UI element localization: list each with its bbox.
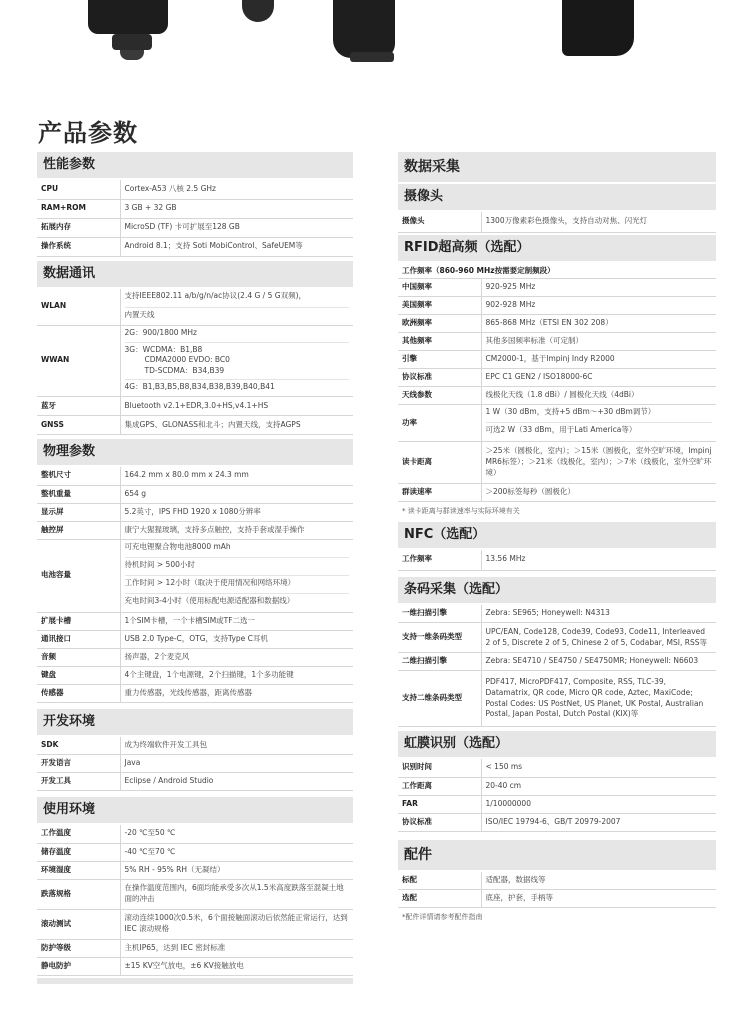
spec-value: Zebra: SE965; Honeywell: N4313 xyxy=(481,605,716,623)
spec-value: 集成GPS、GLONASS和北斗；内置天线，支持AGPS xyxy=(120,416,353,435)
device-connector-left xyxy=(112,34,152,50)
spec-key: SDK xyxy=(37,737,120,755)
spec-value: 902-928 MHz xyxy=(481,297,716,315)
spec-value: < 150 ms xyxy=(481,759,716,777)
spec-key: 通讯接口 xyxy=(37,630,120,648)
spec-value: 底座，护套，手柄等 xyxy=(481,890,716,908)
table-row xyxy=(398,484,716,502)
iris-table xyxy=(398,759,716,832)
column-footer-bar xyxy=(37,978,353,984)
spec-key: 美国频率 xyxy=(398,297,481,315)
spec-key: 读卡距离 xyxy=(398,442,481,484)
spec-value: Cortex-A53 八核 2.5 GHz xyxy=(120,180,353,199)
spec-value xyxy=(481,405,716,442)
table-row xyxy=(398,872,716,890)
value-line: 工作时间 > 12小时（取决于使用情况和网络环境） xyxy=(125,576,350,594)
spec-key: 显示屏 xyxy=(37,503,120,521)
value-line: 内置天线 xyxy=(124,309,155,319)
spec-key: 协议标准 xyxy=(398,813,481,831)
table-row xyxy=(398,777,716,795)
section-dev-title: 开发环境 xyxy=(37,709,353,735)
table-row xyxy=(398,279,716,297)
spec-key: 工作温度 xyxy=(37,825,120,843)
section-data-capture-title: 数据采集 xyxy=(398,152,716,182)
section-accessories-title: 配件 xyxy=(398,840,716,870)
table-row xyxy=(37,180,353,199)
env-table xyxy=(37,825,353,976)
table-row xyxy=(37,909,353,939)
value-line: TD-SCDMA：B34,B39 xyxy=(144,366,225,376)
spec-value: UPC/EAN, Code128, Code39, Code93, Code11, Interleaved 2 of 5, Discrete 2 of 5, Chinese 2 of 5, Codabar, MSI, RSS等 xyxy=(481,623,716,653)
table-row xyxy=(37,773,353,791)
spec-value: 4个主键盘，1个电源键，2个扫描键，1个多功能键 xyxy=(120,666,353,684)
spec-key: 扩展卡槽 xyxy=(37,612,120,630)
spec-key: 引擎 xyxy=(398,351,481,369)
section-nfc-title: NFC（选配） xyxy=(398,522,716,548)
dev-table xyxy=(37,737,353,792)
spec-value: Android 8.1；支持 Soti MobiControl、SafeUEM等 xyxy=(120,237,353,256)
table-row xyxy=(398,671,716,727)
value-line: 3G：WCDMA：B1,B8 xyxy=(124,344,203,354)
spec-value: 5% RH - 95% RH（无凝结） xyxy=(120,861,353,879)
spec-value: 滚动连续1000次0.5米，6个面接触面滚动后依然能正常运行，达到 IEC 滚动规格 xyxy=(120,909,353,939)
table-row xyxy=(398,351,716,369)
product-photo-strip xyxy=(0,0,750,95)
spec-key: 防护等级 xyxy=(37,939,120,957)
section-performance-title: 性能参数 xyxy=(37,152,353,178)
spec-value: ISO/IEC 19794-6、GB/T 20979-2007 xyxy=(481,813,716,831)
spec-value: 1300万像素彩色摄像头，支持自动对焦、闪光灯 xyxy=(481,212,716,232)
section-env-title: 使用环境 xyxy=(37,797,353,823)
table-row xyxy=(37,825,353,843)
table-row xyxy=(37,755,353,773)
spec-key: 天线参数 xyxy=(398,387,481,405)
rfid-frequency-subhead: 工作频率（860-960 MHz按需要定制频段） xyxy=(398,263,716,279)
spec-value: USB 2.0 Type-C，OTG，支持Type C耳机 xyxy=(120,630,353,648)
spec-value: 线极化天线（1.8 dBi）/ 圆极化天线（4dBi） xyxy=(481,387,716,405)
spec-key: 支持一维条码类型 xyxy=(398,623,481,653)
rfid-footnote: * 读卡距离与群读速率与实际环境有关 xyxy=(402,507,520,515)
spec-key: FAR xyxy=(398,795,481,813)
spec-key: 标配 xyxy=(398,872,481,890)
spec-key: 开发工具 xyxy=(37,773,120,791)
spec-value: 654 g xyxy=(120,485,353,503)
spec-key: 静电防护 xyxy=(37,957,120,975)
table-row xyxy=(37,630,353,648)
spec-key: 支持二维条码类型 xyxy=(398,671,481,727)
spec-value: 865-868 MHz（ETSI EN 302 208） xyxy=(481,315,716,333)
spec-key: CPU xyxy=(37,180,120,199)
table-row xyxy=(398,369,716,387)
spec-value xyxy=(120,289,353,326)
table-row xyxy=(37,503,353,521)
spec-value: MicroSD (TF) 卡可扩展至128 GB xyxy=(120,218,353,237)
table-row xyxy=(37,237,353,256)
spec-value: 在操作温度范围内，6面均能承受多次从1.5米高度跌落至混凝土地面的冲击 xyxy=(120,879,353,909)
spec-key: 中国频率 xyxy=(398,279,481,297)
spec-key: 传感器 xyxy=(37,684,120,702)
spec-key: RAM+ROM xyxy=(37,199,120,218)
spec-value xyxy=(120,539,353,612)
section-iris-title: 虹膜识别（选配） xyxy=(398,731,716,757)
spec-value: Bluetooth v2.1+EDR,3.0+HS,v4.1+HS xyxy=(120,397,353,416)
physical-table xyxy=(37,467,353,703)
table-row xyxy=(37,861,353,879)
table-row xyxy=(398,813,716,831)
value-line: 可充电锂聚合物电池8000 mAh xyxy=(125,540,350,558)
spec-key: 识别时间 xyxy=(398,759,481,777)
table-row xyxy=(398,550,716,570)
spec-key: 整机尺寸 xyxy=(37,467,120,485)
spec-value: Eclipse / Android Studio xyxy=(120,773,353,791)
spec-key: 跌落规格 xyxy=(37,879,120,909)
spec-key: 群读速率 xyxy=(398,484,481,502)
table-row xyxy=(37,666,353,684)
accessories-footnote: *配件详情请参考配件指南 xyxy=(402,913,483,921)
table-row xyxy=(37,485,353,503)
table-row xyxy=(37,397,353,416)
table-row xyxy=(37,325,353,397)
spec-value: ＞25米（圆极化，室内）；＞15米（圆极化，室外空旷环境，Impinj MR6标签）；＞21米（线极化，室内）；＞7米（线极化，室外空旷环境） xyxy=(481,442,716,484)
table-row xyxy=(398,405,716,442)
spec-key: 滚动测试 xyxy=(37,909,120,939)
rfid-table xyxy=(398,279,716,503)
spec-key: 储存温度 xyxy=(37,843,120,861)
spec-key: 电池容量 xyxy=(37,539,120,612)
spec-key: 欧洲频率 xyxy=(398,315,481,333)
device-image-right xyxy=(562,0,634,56)
value-line: 2G：900/1800 MHz xyxy=(125,326,350,343)
spec-key: 触控屏 xyxy=(37,521,120,539)
spec-key: 音频 xyxy=(37,648,120,666)
table-row xyxy=(37,416,353,435)
value-line: 4G：B1,B3,B5,B8,B34,B38,B39,B40,B41 xyxy=(124,382,275,392)
value-line: 可选2 W（33 dBm，用于Lati America等） xyxy=(485,425,637,434)
nfc-table xyxy=(398,550,716,571)
table-row xyxy=(398,653,716,671)
spec-value: 重力传感器，光线传感器，距离传感器 xyxy=(120,684,353,702)
spec-value: 康宁大猩猩玻璃，支持多点触控，支持手套或湿手操作 xyxy=(120,521,353,539)
spec-value xyxy=(120,325,353,397)
section-barcode-title: 条码采集（选配） xyxy=(398,577,716,603)
spec-key: WLAN xyxy=(37,289,120,326)
spec-key: 环境湿度 xyxy=(37,861,120,879)
spec-value: 3 GB + 32 GB xyxy=(120,199,353,218)
table-row xyxy=(37,843,353,861)
spec-value: 164.2 mm x 80.0 mm x 24.3 mm xyxy=(120,467,353,485)
table-row xyxy=(37,939,353,957)
page-title: 产品参数 xyxy=(38,119,138,147)
spec-key: 其他频率 xyxy=(398,333,481,351)
spec-value: 5.2英寸，IPS FHD 1920 x 1080分辨率 xyxy=(120,503,353,521)
table-row xyxy=(37,612,353,630)
value-line: 充电时间3-4小时（使用标配电源适配器和数据线） xyxy=(124,595,295,605)
table-row xyxy=(398,297,716,315)
barcode-table xyxy=(398,605,716,728)
spec-key: 开发语言 xyxy=(37,755,120,773)
value-line: 1 W（30 dBm，支持+5 dBm～+30 dBm调节） xyxy=(486,405,713,423)
spec-key: 一维扫描引擎 xyxy=(398,605,481,623)
spec-key: 整机重量 xyxy=(37,485,120,503)
table-row xyxy=(37,539,353,612)
spec-value: PDF417, MicroPDF417, Composite, RSS, TLC-39, Datamatrix, QR code, Micro QR code, Aztec, MaxiCode; Postal Codes: US PostNet, US Planet, UK Postal, Australian Postal, Japan Postal, Dutch Postal (KIX)等 xyxy=(481,671,716,727)
spec-key: 摄像头 xyxy=(398,212,481,232)
spec-value: 20-40 cm xyxy=(481,777,716,795)
device-connector-left-tip xyxy=(120,50,144,60)
table-row xyxy=(398,387,716,405)
value-line: 支持IEEE802.11 a/b/g/n/ac协议(2.4 G / 5 G双频)， xyxy=(125,289,350,308)
table-row xyxy=(37,957,353,975)
table-row xyxy=(37,289,353,326)
spec-key: 拓展内存 xyxy=(37,218,120,237)
spec-value: 1个SIM卡槽，一个卡槽SIM或TF二选一 xyxy=(120,612,353,630)
table-row xyxy=(398,333,716,351)
spec-value: 成为终端软件开发工具包 xyxy=(120,737,353,755)
table-row xyxy=(37,218,353,237)
table-row xyxy=(398,212,716,232)
value-line: CDMA2000 EVDO: BC0 xyxy=(144,355,230,365)
table-row xyxy=(37,521,353,539)
performance-table xyxy=(37,180,353,257)
section-physical-title: 物理参数 xyxy=(37,439,353,465)
table-row xyxy=(37,199,353,218)
spec-value: Zebra: SE4710 / SE4750 / SE4750MR; Honeywell: N6603 xyxy=(481,653,716,671)
table-row xyxy=(398,442,716,484)
spec-key: 操作系统 xyxy=(37,237,120,256)
comm-table xyxy=(37,289,353,436)
spec-value: 13.56 MHz xyxy=(481,550,716,570)
spec-value: EPC C1 GEN2 / ISO18000-6C xyxy=(481,369,716,387)
spec-value: 主机IP65，达到 IEC 密封标准 xyxy=(120,939,353,957)
spec-value: 920-925 MHz xyxy=(481,279,716,297)
accessories-table xyxy=(398,872,716,909)
table-row xyxy=(37,684,353,702)
spec-key: 二维扫描引擎 xyxy=(398,653,481,671)
table-row xyxy=(398,759,716,777)
spec-value: Java xyxy=(120,755,353,773)
spec-key: GNSS xyxy=(37,416,120,435)
spec-key: 工作距离 xyxy=(398,777,481,795)
spec-key: 键盘 xyxy=(37,666,120,684)
spec-value: ±15 KV空气放电，±6 KV接触放电 xyxy=(120,957,353,975)
section-rfid-title: RFID超高频（选配） xyxy=(398,235,716,261)
table-row xyxy=(398,315,716,333)
device-image-middle xyxy=(242,0,274,22)
device-image-left xyxy=(88,0,168,34)
spec-key: 选配 xyxy=(398,890,481,908)
table-row xyxy=(398,605,716,623)
spec-key: 工作频率 xyxy=(398,550,481,570)
value-line: 待机时间 > 500小时 xyxy=(125,558,350,576)
table-row xyxy=(398,623,716,653)
spec-key: 协议标准 xyxy=(398,369,481,387)
table-row xyxy=(398,795,716,813)
table-row xyxy=(37,648,353,666)
section-camera-title: 摄像头 xyxy=(398,184,716,210)
spec-value: -20 ℃至50 ℃ xyxy=(120,825,353,843)
table-row xyxy=(37,737,353,755)
table-row xyxy=(398,890,716,908)
spec-value: -40 ℃至70 ℃ xyxy=(120,843,353,861)
spec-key: 蓝牙 xyxy=(37,397,120,416)
device-handle-base xyxy=(350,52,394,62)
spec-value: CM2000-1，基于Impinj Indy R2000 xyxy=(481,351,716,369)
spec-key: 功率 xyxy=(398,405,481,442)
value-line-group xyxy=(125,343,350,381)
section-comm-title: 数据通讯 xyxy=(37,261,353,287)
camera-table xyxy=(398,212,716,233)
spec-value: 其他多国频率标准（可定制） xyxy=(481,333,716,351)
spec-value: 扬声器，2个麦克风 xyxy=(120,648,353,666)
spec-value: 适配器，数据线等 xyxy=(481,872,716,890)
spec-key: WWAN xyxy=(37,325,120,397)
left-column xyxy=(37,152,353,984)
spec-value: 1/10000000 xyxy=(481,795,716,813)
spec-value: ＞200标签每秒（圆极化） xyxy=(481,484,716,502)
table-row xyxy=(37,467,353,485)
table-row xyxy=(37,879,353,909)
device-handle-grip xyxy=(333,0,395,58)
right-column xyxy=(398,152,716,928)
